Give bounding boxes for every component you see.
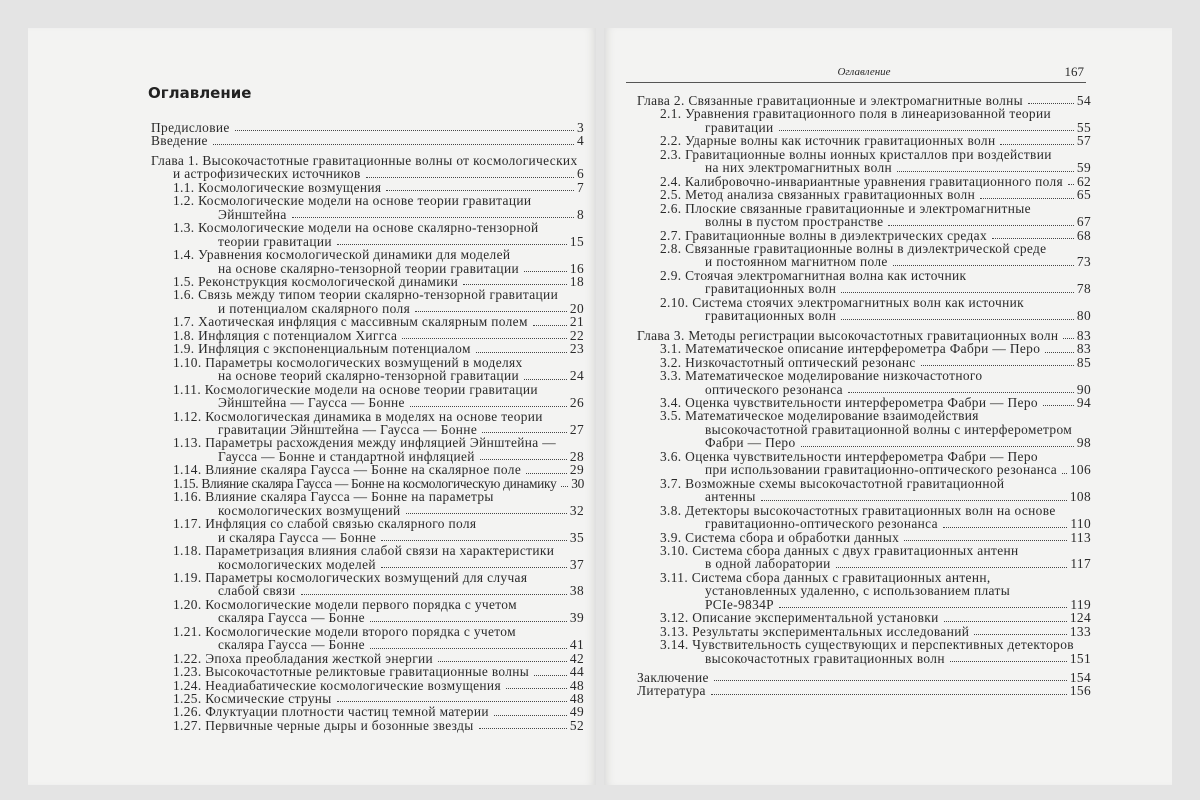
- toc-entry-text: Эйнштейна: [218, 206, 287, 222]
- dot-leader: [714, 671, 1067, 681]
- toc-entry-text: 2.3. Гравитационные волны ионных кристаллов при воздействии: [660, 146, 1052, 162]
- toc-heading: Оглавление: [148, 84, 252, 102]
- toc-page-number: 55: [1076, 119, 1091, 135]
- toc-chapter-entry: [637, 684, 1091, 697]
- toc-page-number: 42: [569, 650, 584, 666]
- toc-entry-text: 1.11. Космологические модели на основе теории гравитации: [173, 381, 538, 397]
- toc-entry-text: 2.5. Метод анализа связанных гравитационных волн: [660, 187, 976, 203]
- toc-page-number: 83: [1076, 341, 1091, 357]
- toc-chapter-entry: [637, 329, 1091, 342]
- toc-page-number: 108: [1069, 489, 1091, 505]
- toc-section-entry: [637, 229, 1091, 242]
- toc-page-number: 21: [569, 314, 584, 330]
- toc-chapter-entry: [123, 121, 584, 134]
- dot-leader: [366, 167, 574, 177]
- dot-leader: [841, 282, 1074, 292]
- toc-section-entry: [123, 490, 584, 517]
- dot-leader: [337, 235, 567, 245]
- toc-section-entry: [123, 463, 584, 476]
- toc-entry-text: скаляра Гаусса — Бонне: [218, 637, 365, 653]
- toc-section-entry: [123, 194, 584, 221]
- toc-entry-text: 1.21. Космологические модели второго порядка с учетом: [173, 623, 516, 639]
- toc-entry-text: космологических возмущений: [218, 502, 401, 518]
- toc-page-number: 62: [1077, 173, 1091, 189]
- toc-page-number: 18: [569, 273, 584, 289]
- toc-page-number: 24: [569, 368, 584, 384]
- toc-entry-text: Заключение: [637, 670, 709, 686]
- dot-leader: [410, 396, 567, 406]
- header-rule: [626, 82, 1086, 83]
- toc-entry-text: скаляра Гаусса — Бонне: [218, 610, 365, 626]
- toc-page-number: 54: [1076, 93, 1091, 108]
- toc-entry-text: в одной лаборатории: [705, 556, 831, 572]
- toc-section-entry: [123, 705, 584, 718]
- toc-entry-text: 1.6. Связь между типом теории скалярно-тензорной гравитации: [173, 287, 559, 303]
- dot-leader: [534, 665, 567, 675]
- dot-leader: [888, 215, 1073, 225]
- dot-leader: [1062, 463, 1067, 473]
- toc-page-number: 59: [1076, 160, 1091, 176]
- toc-section-entry: [637, 296, 1091, 323]
- toc-page-number: 154: [1069, 670, 1091, 686]
- toc-entry-text: 1.14. Влияние скаляра Гаусса — Бонне на скалярное поле: [173, 462, 522, 478]
- toc-entry-text: Глава 2. Связанные гравитационные и электромагнитные волны: [637, 93, 1023, 108]
- toc-entry-text: 1.5. Реконструкция космологической динамики: [173, 273, 459, 289]
- toc-page-number: 15: [569, 233, 584, 249]
- toc-entry-text: 3.14. Чувствительность существующих и перспективных детекторов: [660, 637, 1074, 653]
- toc-list-left: [123, 121, 584, 732]
- toc-entry-text: 1.26. Флуктуации плотности частиц темной материи: [173, 704, 489, 720]
- toc-section-entry: [123, 625, 584, 652]
- dot-leader: [893, 255, 1074, 265]
- toc-section-entry: [123, 383, 584, 410]
- dot-leader: [213, 134, 574, 144]
- toc-entry-text: гравитационных волн: [705, 281, 837, 297]
- toc-entry-text: 1.8. Инфляция с потенциалом Хиггса: [173, 327, 398, 343]
- toc-page-number: 20: [569, 300, 584, 316]
- toc-entry-text: 1.4. Уравнения космологической динамики для моделей: [173, 247, 511, 263]
- dot-leader: [476, 342, 567, 352]
- dot-leader: [944, 611, 1067, 621]
- toc-page-number: 73: [1076, 254, 1091, 270]
- dot-leader: [974, 625, 1067, 635]
- toc-entry-text: высокочастотной гравитационной волны с интерферометром: [705, 421, 1073, 437]
- toc-list-right: [637, 94, 1091, 698]
- dot-leader: [235, 121, 574, 131]
- toc-page-number: 8: [576, 206, 584, 222]
- toc-section-entry: [123, 544, 584, 571]
- toc-section-entry: [123, 181, 584, 194]
- toc-page-number: 67: [1076, 214, 1091, 230]
- toc-section-entry: [637, 356, 1091, 369]
- dot-leader: [561, 477, 568, 487]
- toc-entry-text: 3.9. Система сбора и обработки данных: [660, 529, 900, 545]
- toc-section-entry: [637, 342, 1091, 355]
- toc-section-entry: [637, 625, 1091, 638]
- toc-chapter-entry: [637, 94, 1091, 107]
- toc-entry-text: 3.10. Система сбора данных с двух гравитационных антенн: [660, 542, 1019, 558]
- toc-entry-text: Введение: [151, 133, 208, 149]
- toc-section-entry: [123, 275, 584, 288]
- toc-entry-text: 3.3. Математическое моделирование низкочастотного: [660, 368, 983, 384]
- toc-page-number: 32: [569, 502, 584, 518]
- dot-leader: [1000, 134, 1073, 144]
- toc-entry-text: 1.13. Параметры расхождения между инфляцией Эйнштейна —: [173, 435, 557, 451]
- toc-entry-text: 3.1. Математическое описание интерферометра Фабри — Перо: [660, 341, 1041, 357]
- toc-entry-text: 1.27. Первичные черные дыры и бозонные звезды: [173, 717, 474, 733]
- toc-page-number: 98: [1076, 435, 1091, 451]
- dot-leader: [1028, 94, 1074, 104]
- dot-leader: [779, 598, 1067, 608]
- toc-page-number: 113: [1070, 529, 1091, 545]
- toc-entry-text: 3.6. Оценка чувствительности интерферометра Фабри — Перо: [660, 448, 1038, 464]
- toc-page-number: 4: [576, 133, 584, 149]
- toc-page-number: 6: [576, 166, 584, 182]
- toc-entry-text: 2.7. Гравитационные волны в диэлектрических средах: [660, 227, 988, 243]
- toc-section-entry: [123, 288, 584, 315]
- dot-leader: [438, 652, 567, 662]
- dot-leader: [836, 557, 1068, 567]
- toc-section-entry: [123, 719, 584, 732]
- dot-leader: [479, 719, 567, 729]
- toc-page-number: 106: [1069, 462, 1091, 478]
- toc-entry-text: 2.4. Калибровочно-инвариантные уравнения гравитационного поля: [660, 173, 1063, 189]
- dot-leader: [992, 229, 1074, 239]
- toc-section-entry: [123, 598, 584, 625]
- toc-section-entry: [637, 450, 1091, 477]
- toc-section-entry: [123, 315, 584, 328]
- toc-entry-text: 1.9. Инфляция с экспоненциальным потенциалом: [173, 341, 471, 357]
- page-number: 167: [1064, 64, 1084, 79]
- toc-page-number: 35: [569, 529, 584, 545]
- running-title: Оглавление: [837, 66, 891, 78]
- toc-page-number: 90: [1076, 381, 1091, 397]
- running-header: [604, 64, 1172, 80]
- toc-page-number: 68: [1076, 227, 1091, 243]
- left-page: [28, 28, 596, 785]
- dot-leader: [801, 436, 1074, 446]
- dot-leader: [779, 121, 1074, 131]
- dot-leader: [761, 490, 1067, 500]
- toc-page-number: 124: [1069, 610, 1091, 626]
- toc-entry-text: при использовании гравитационно-оптического резонанса: [705, 462, 1058, 478]
- toc-section-entry: [637, 107, 1091, 134]
- toc-section-entry: [637, 611, 1091, 624]
- toc-section-entry: [123, 410, 584, 437]
- toc-page-number: 7: [576, 179, 584, 195]
- toc-entry-text: 2.1. Уравнения гравитационного поля в линеаризованной теории: [660, 106, 1052, 122]
- toc-entry-text: 1.23. Высокочастотные реликтовые гравитационные волны: [173, 664, 530, 680]
- dot-leader: [370, 611, 567, 621]
- toc-entry-text: и астрофизических источников: [173, 166, 361, 182]
- toc-page-number: 28: [569, 448, 584, 464]
- toc-section-entry: [637, 504, 1091, 531]
- toc-entry-text: 3.2. Низкочастотный оптический резонанс: [660, 354, 916, 370]
- toc-entry-text: 1.20. Космологические модели первого порядка с учетом: [173, 596, 517, 612]
- toc-page-number: 39: [569, 610, 584, 626]
- toc-page-number: 44: [569, 664, 584, 680]
- dot-leader: [921, 356, 1074, 366]
- toc-entry-text: космологических моделей: [218, 556, 376, 572]
- toc-entry-text: 2.2. Ударные волны как источник гравитационных волн: [660, 133, 996, 149]
- toc-entry-text: 3.8. Детекторы высокочастотных гравитационных волн на основе: [660, 502, 1056, 518]
- toc-entry-text: и потенциалом скалярного поля: [218, 300, 411, 316]
- toc-section-entry: [123, 517, 584, 544]
- toc-chapter-entry: [637, 671, 1091, 684]
- toc-page-number: 3: [576, 120, 584, 135]
- toc-page-number: 110: [1070, 516, 1091, 532]
- toc-entry-text: гравитационно-оптического резонанса: [705, 516, 938, 532]
- dot-leader: [381, 531, 567, 541]
- toc-entry-text: 1.15. Влияние скаляра Гаусса — Бонне на космологическую динамику: [173, 475, 557, 491]
- toc-entry-text: 1.25. Космические струны: [173, 691, 332, 707]
- toc-entry-text: 3.11. Система сбора данных с гравитационных антенн,: [660, 569, 991, 585]
- dot-leader: [711, 684, 1067, 694]
- right-page: [604, 28, 1172, 785]
- toc-page-number: 27: [569, 421, 584, 437]
- toc-section-entry: [637, 477, 1091, 504]
- toc-section-entry: [123, 329, 584, 342]
- toc-entry-text: Глава 1. Высокочастотные гравитационные волны от космологических: [151, 152, 578, 168]
- toc-entry-text: Глава 3. Методы регистрации высокочастотных гравитационных волн: [637, 327, 1059, 343]
- toc-section-entry: [123, 436, 584, 463]
- toc-section-entry: [637, 544, 1091, 571]
- toc-page-number: 22: [569, 327, 584, 343]
- toc-page-number: 133: [1069, 623, 1091, 639]
- toc-section-entry: [637, 188, 1091, 201]
- toc-entry-text: 1.17. Инфляция со слабой связью скалярного поля: [173, 516, 477, 532]
- dot-leader: [524, 369, 567, 379]
- toc-entry-text: гравитационных волн: [705, 308, 837, 324]
- dot-leader: [1068, 175, 1074, 185]
- dot-leader: [480, 450, 567, 460]
- toc-entry-text: и скаляра Гаусса — Бонне: [218, 529, 377, 545]
- dot-leader: [506, 679, 567, 689]
- toc-entry-text: 1.16. Влияние скаляра Гаусса — Бонне на параметры: [173, 489, 494, 505]
- dot-leader: [381, 558, 567, 568]
- dot-leader: [980, 188, 1074, 198]
- toc-page-number: 65: [1076, 187, 1091, 203]
- toc-page-number: 52: [569, 717, 584, 733]
- toc-section-entry: [637, 148, 1091, 175]
- toc-page-number: 30: [571, 475, 584, 491]
- toc-page-number: 80: [1076, 308, 1091, 324]
- toc-section-entry: [637, 396, 1091, 409]
- toc-entry-text: 1.18. Параметризация влияния слабой связи на характеристики: [173, 543, 555, 559]
- toc-entry-text: PCIe-9834P: [705, 596, 774, 612]
- toc-entry-text: теории гравитации: [218, 233, 332, 249]
- toc-entry-text: 2.9. Стоячая электромагнитная волна как источник: [660, 267, 967, 283]
- toc-entry-text: 3.13. Результаты экспериментальных исследований: [660, 623, 970, 639]
- toc-entry-text: 1.10. Параметры космологических возмущений в моделях: [173, 354, 523, 370]
- toc-page-number: 49: [569, 704, 584, 720]
- dot-leader: [482, 423, 567, 433]
- toc-page-number: 29: [569, 462, 584, 478]
- dot-leader: [386, 181, 574, 191]
- toc-section-entry: [637, 409, 1091, 449]
- toc-section-entry: [637, 175, 1091, 188]
- dot-leader: [1043, 396, 1074, 406]
- dot-leader: [402, 329, 567, 339]
- dot-leader: [292, 208, 574, 218]
- dot-leader: [841, 309, 1074, 319]
- toc-entry-text: 1.19. Параметры космологических возмущений для случая: [173, 569, 528, 585]
- toc-entry-text: гравитации Эйнштейна — Гаусса — Бонне: [218, 421, 478, 437]
- toc-section-entry: [123, 679, 584, 692]
- toc-chapter-entry: [123, 134, 584, 147]
- toc-section-entry: [637, 369, 1091, 396]
- toc-entry-text: 2.10. Система стоячих электромагнитных волн как источник: [660, 294, 1024, 310]
- toc-page-number: 117: [1070, 556, 1091, 572]
- toc-section-entry: [123, 342, 584, 355]
- toc-section-entry: [637, 202, 1091, 229]
- dot-leader: [904, 531, 1067, 541]
- toc-entry-text: 2.6. Плоские связанные гравитационные и электромагнитные: [660, 200, 1031, 216]
- toc-page-number: 26: [569, 395, 584, 411]
- toc-section-entry: [123, 221, 584, 248]
- toc-entry-text: и постоянном магнитном поле: [705, 254, 888, 270]
- toc-entry-text: 1.24. Неадиабатические космологические возмущения: [173, 677, 501, 693]
- toc-page-number: 119: [1070, 596, 1091, 612]
- toc-page-number: 78: [1076, 281, 1091, 297]
- toc-page-number: 151: [1069, 650, 1091, 666]
- toc-page-number: 48: [569, 691, 584, 707]
- dot-leader: [337, 692, 567, 702]
- toc-entry-text: на основе теорий скалярно-тензорной гравитации: [218, 368, 519, 384]
- toc-entry-text: 2.8. Связанные гравитационные волны в диэлектрической среде: [660, 240, 1047, 256]
- toc-entry-text: Предисловие: [151, 120, 230, 135]
- dot-leader: [897, 161, 1074, 171]
- toc-section-entry: [123, 571, 584, 598]
- toc-entry-text: Гаусса — Бонне и стандартной инфляцией: [218, 448, 475, 464]
- toc-section-entry: [637, 638, 1091, 665]
- toc-entry-text: 1.1. Космологические возмущения: [173, 179, 382, 195]
- toc-section-entry: [637, 571, 1091, 611]
- toc-page-number: 156: [1069, 683, 1091, 699]
- toc-section-entry: [123, 477, 584, 490]
- toc-entry-text: высокочастотных гравитационных волн: [705, 650, 945, 666]
- toc-section-entry: [123, 692, 584, 705]
- toc-entry-text: антенны: [705, 489, 756, 505]
- toc-entry-text: 3.7. Возможные схемы высокочастотной гравитационной: [660, 475, 1005, 491]
- toc-entry-text: волны в пустом пространстве: [705, 214, 884, 230]
- toc-section-entry: [637, 242, 1091, 269]
- toc-section-entry: [637, 269, 1091, 296]
- toc-page-number: 38: [569, 583, 584, 599]
- toc-entry-text: слабой связи: [218, 583, 296, 599]
- toc-entry-text: 1.22. Эпоха преобладания жесткой энергии: [173, 650, 434, 666]
- toc-page-number: 23: [569, 341, 584, 357]
- toc-section-entry: [123, 652, 584, 665]
- toc-entry-text: Эйнштейна — Гаусса — Бонне: [218, 395, 405, 411]
- toc-entry-text: на основе скалярно-тензорной теории гравитации: [218, 260, 519, 276]
- toc-entry-text: 1.7. Хаотическая инфляция с массивным скалярным полем: [173, 314, 528, 330]
- toc-page-number: 57: [1076, 133, 1091, 149]
- toc-section-entry: [637, 531, 1091, 544]
- dot-leader: [415, 302, 567, 312]
- toc-section-entry: [637, 134, 1091, 147]
- toc-entry-text: 1.3. Космологические модели на основе скалярно-тензорной: [173, 220, 539, 236]
- dot-leader: [301, 584, 567, 594]
- toc-page-number: 83: [1076, 327, 1091, 343]
- dot-leader: [370, 638, 567, 648]
- dot-leader: [406, 504, 567, 514]
- toc-page-number: 94: [1076, 394, 1091, 410]
- dot-leader: [848, 383, 1074, 393]
- toc-page-number: 41: [569, 637, 584, 653]
- dot-leader: [950, 652, 1067, 662]
- toc-entry-text: оптического резонанса: [705, 381, 843, 397]
- dot-leader: [526, 463, 567, 473]
- toc-entry-text: 1.2. Космологические модели на основе теории гравитации: [173, 193, 532, 209]
- dot-leader: [533, 315, 567, 325]
- toc-page-number: 16: [569, 260, 584, 276]
- toc-section-entry: [123, 356, 584, 383]
- dot-leader: [463, 275, 567, 285]
- dot-leader: [1063, 329, 1074, 339]
- toc-section-entry: [123, 248, 584, 275]
- toc-page-number: 85: [1076, 354, 1091, 370]
- toc-entry-text: Литература: [637, 683, 706, 699]
- dot-leader: [524, 262, 567, 272]
- toc-entry-text: 3.12. Описание экспериментальной установки: [660, 610, 939, 626]
- toc-entry-text: установленных удаленно, с использованием платы: [705, 583, 1011, 599]
- toc-entry-text: Фабри — Перо: [705, 435, 796, 451]
- dot-leader: [943, 517, 1067, 527]
- toc-chapter-entry: [123, 154, 584, 181]
- toc-page-number: 48: [569, 677, 584, 693]
- toc-entry-text: гравитации: [705, 119, 774, 135]
- toc-entry-text: 3.5. Математическое моделирование взаимодействия: [660, 408, 979, 424]
- toc-page-number: 37: [569, 556, 584, 572]
- dot-leader: [1045, 342, 1074, 352]
- toc-entry-text: на них электромагнитных волн: [705, 160, 893, 176]
- toc-section-entry: [123, 665, 584, 678]
- toc-entry-text: 1.12. Космологическая динамика в моделях на основе теории: [173, 408, 543, 424]
- dot-leader: [494, 705, 567, 715]
- toc-entry-text: 3.4. Оценка чувствительности интерферометра Фабри — Перо: [660, 394, 1038, 410]
